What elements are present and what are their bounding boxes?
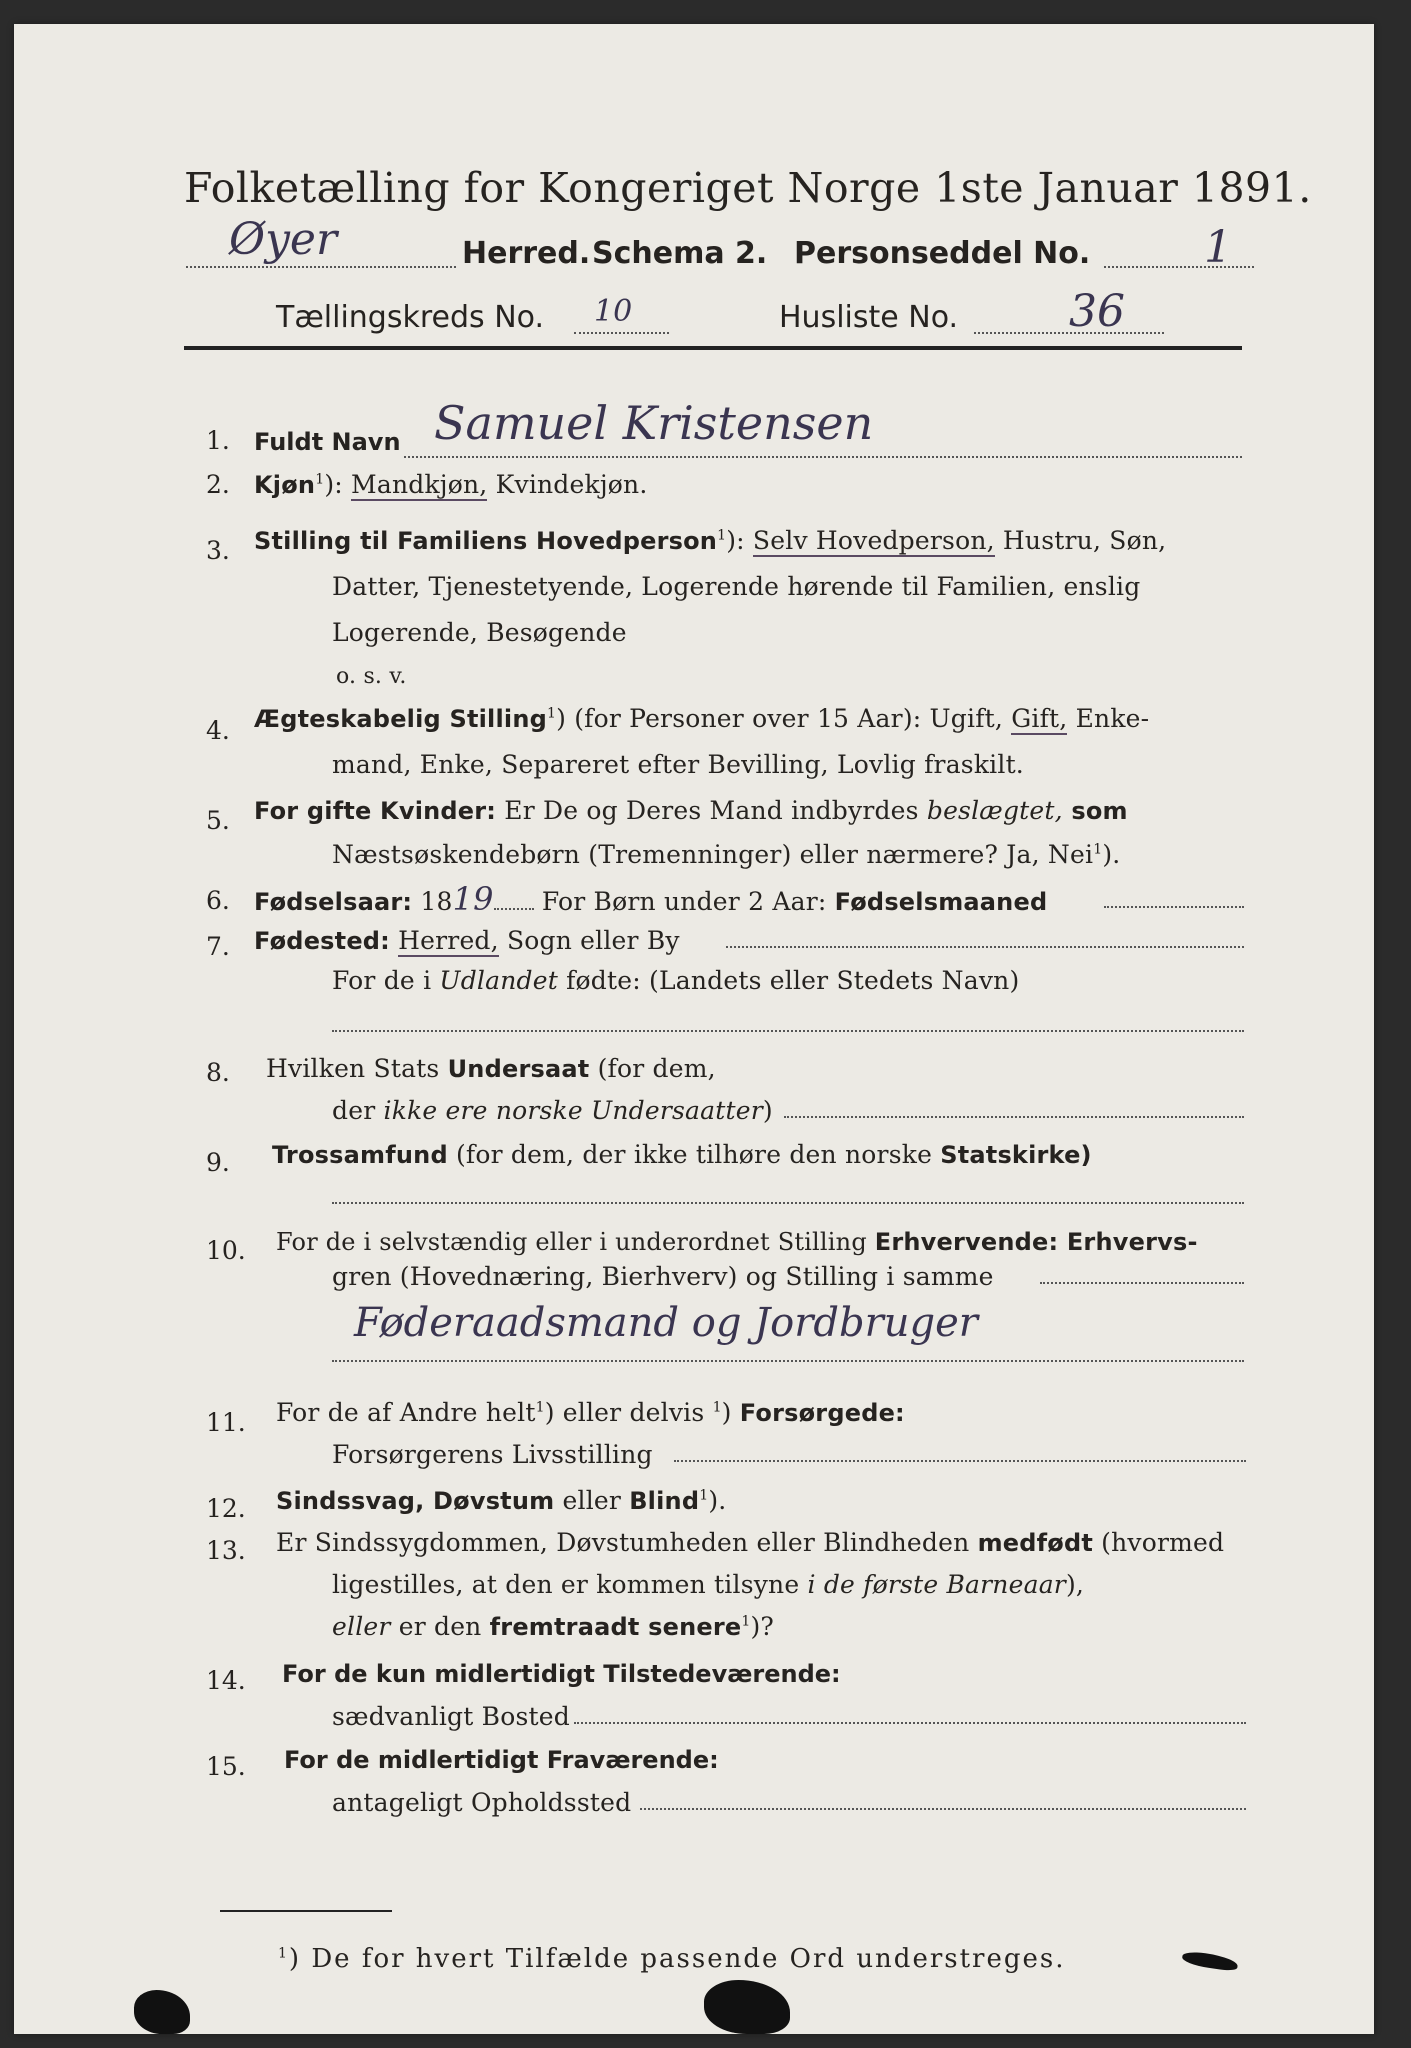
footnote	[278, 1944, 1066, 1974]
q1-value: Samuel Kristensen	[434, 396, 874, 450]
q12-end: ).	[708, 1486, 727, 1515]
q13-rest: (hvormed	[1093, 1528, 1225, 1557]
q13-line1	[276, 1528, 1224, 1557]
ink-blot-center	[704, 1980, 790, 2034]
q9-text: (for dem, der ikke tilhøre den norske	[447, 1140, 941, 1169]
q5-number: 5.	[206, 806, 230, 835]
q4-opt-gift: Gift,	[1011, 704, 1068, 733]
q3-label: Stilling til Familiens Hovedperson	[254, 527, 718, 555]
q7-line2a: For de i	[332, 966, 440, 995]
q6-label: Fødselsaar:	[254, 888, 413, 916]
personseddel-value: 1	[1204, 222, 1232, 273]
q10-label: Erhvervende:	[874, 1228, 1059, 1256]
tellingskreds-label: Tællingskreds No.	[276, 300, 544, 335]
q7-line1	[254, 926, 680, 955]
q4-rest: Enke-	[1067, 704, 1150, 733]
q12-sup: 1	[699, 1487, 709, 1504]
q2-opt-mandkjon: Mandkjøn,	[351, 470, 488, 499]
q10-label2: Erhvervs-	[1058, 1228, 1198, 1256]
q8-label: Undersaat	[447, 1055, 590, 1083]
q11-label: Forsørgede:	[739, 1399, 905, 1427]
q7-line2-dots	[332, 1030, 1244, 1032]
q3-sup: 1	[717, 527, 727, 544]
ink-blot-left	[134, 1990, 190, 2034]
q8-line2i: ikke ere norske Undersaatter	[383, 1096, 763, 1125]
q6-value: 19	[452, 880, 494, 918]
husliste-value: 36	[1069, 286, 1125, 337]
q14-line	[574, 1722, 1246, 1724]
q7-label: Fødested:	[254, 927, 390, 955]
q7-line2	[332, 966, 1019, 995]
q13-line3i: eller	[332, 1612, 391, 1641]
q15-label: For de midlertidigt Fraværende:	[284, 1746, 719, 1774]
q4-sup: 1	[547, 705, 557, 722]
q4-line2: mand, Enke, Separeret efter Bevilling, Lovlig fraskilt.	[332, 750, 1024, 779]
q7-number: 7.	[206, 932, 230, 961]
q5-italic: beslægtet,	[926, 796, 1063, 825]
q5-sup: 1	[1093, 841, 1103, 858]
q5-line2-text: Næstsøskendebørn (Tremenninger) eller nærmere? Ja, Nei	[332, 840, 1094, 869]
q13-line3a: er den	[390, 1612, 490, 1641]
q10-line2: gren (Hovednæring, Bierhverv) og Stilling i samme	[332, 1262, 994, 1291]
q9-label2: Statskirke)	[940, 1141, 1092, 1169]
herred-line	[186, 266, 456, 268]
q1-label: Fuldt Navn	[254, 428, 401, 456]
q12-label: Sindssvag, Døvstum	[276, 1487, 555, 1515]
q6-label2: Fødselsmaaned	[834, 888, 1048, 916]
q1-number: 1.	[206, 426, 230, 455]
q11-line2: Forsørgerens Livsstilling	[332, 1440, 653, 1469]
q14-label: For de kun midlertidigt Tilstedeværende:	[282, 1660, 841, 1688]
q2-label: Kjøn	[254, 471, 316, 499]
q4-text: ) (for Personer over 15 Aar): Ugift,	[556, 704, 1012, 733]
q5-label: For gifte Kvinder:	[254, 797, 497, 825]
q5-line1	[254, 796, 1128, 825]
q7-text: Sogn eller By	[498, 926, 680, 955]
q3-line1	[254, 526, 1166, 555]
q6-text: For Børn under 2 Aar:	[533, 887, 835, 916]
q12-line1	[276, 1486, 726, 1515]
q11-line1	[276, 1398, 905, 1427]
q9-line1	[272, 1140, 1092, 1169]
q5-rest: som	[1062, 797, 1128, 825]
q8-line2a: der	[332, 1096, 384, 1125]
q13-line3	[332, 1612, 774, 1641]
q3-opt-selv: Selv Hovedperson,	[752, 526, 995, 555]
q5-text: Er De og Deres Mand indbyrdes	[496, 796, 927, 825]
q2-number: 2.	[206, 470, 230, 499]
q13-line2i: i de første Barneaar	[807, 1570, 1066, 1599]
q6-year-line	[494, 908, 534, 910]
q11-text: For de af Andre helt	[276, 1398, 536, 1427]
schema-label: Schema 2.	[592, 236, 768, 271]
q2-text: ):	[324, 470, 352, 499]
q14-number: 14.	[206, 1666, 246, 1695]
header-rule	[184, 346, 1242, 350]
ink-blot-right	[1181, 1950, 1238, 1972]
census-form-sheet	[14, 24, 1374, 2034]
q13-text: Er Sindssygdommen, Døvstumheden eller Blindheden	[276, 1528, 978, 1557]
q13-number: 13.	[206, 1536, 246, 1565]
herred-value: Øyer	[229, 214, 338, 265]
q3-line4: o. s. v.	[336, 664, 407, 689]
q4-number: 4.	[206, 716, 230, 745]
q6-number: 6.	[206, 886, 230, 915]
q10-number: 10.	[206, 1236, 246, 1265]
q13-line2b: ),	[1065, 1570, 1085, 1599]
q10-line1	[276, 1228, 1198, 1256]
q10-line3-dots	[332, 1360, 1244, 1362]
q11-text3: )	[721, 1398, 740, 1427]
q2-opt-kvindekjon: Kvindekjøn.	[487, 470, 648, 499]
q8-number: 8.	[206, 1058, 230, 1087]
q15-line2: antageligt Opholdssted	[332, 1788, 632, 1817]
q13-line2a: ligestilles, at den er kommen tilsyne	[332, 1570, 808, 1599]
q6-line	[1104, 906, 1244, 908]
footnote-rule	[220, 1910, 392, 1912]
q9-number: 9.	[206, 1148, 230, 1177]
tellingskreds-line	[574, 332, 669, 334]
q4-line1	[254, 704, 1149, 733]
q8-line2b: )	[762, 1096, 773, 1125]
husliste-label: Husliste No.	[779, 300, 959, 335]
q8-line2	[332, 1096, 773, 1125]
q13-label: medfødt	[977, 1529, 1094, 1557]
q12-label2: Blind	[629, 1487, 700, 1515]
tellingskreds-value: 10	[594, 294, 633, 329]
herred-label: Herred.	[462, 236, 591, 271]
q11-sup: 1	[535, 1399, 545, 1416]
q9-label: Trossamfund	[272, 1141, 448, 1169]
q10-text: For de i selvstændig eller i underordnet Stilling	[276, 1228, 875, 1256]
q5-line2	[332, 840, 1120, 869]
q11-line	[674, 1460, 1246, 1462]
q13-line3end: )?	[750, 1612, 775, 1641]
q3-line3: Logerende, Besøgende	[332, 618, 627, 647]
q11-text2: ) eller delvis	[544, 1398, 713, 1427]
q1-line	[404, 456, 1242, 458]
q2-sup: 1	[315, 471, 325, 488]
q15-line	[640, 1808, 1246, 1810]
q10-line2-dots	[1040, 1282, 1244, 1284]
footnote-sup: 1	[278, 1945, 289, 1962]
personseddel-label: Personseddel No.	[794, 236, 1091, 271]
q3-rest1: Hustru, Søn,	[994, 526, 1167, 555]
q6-prefix: 18	[412, 887, 453, 916]
q8-line	[784, 1116, 1244, 1118]
q10-value: Føderaadsmand og Jordbruger	[354, 1300, 978, 1346]
q4-label: Ægteskabelig Stilling	[254, 705, 547, 733]
q2-line	[254, 470, 648, 499]
q3-text: ):	[726, 526, 753, 555]
q3-line2: Datter, Tjenestetyende, Logerende hørende til Familien, enslig	[332, 572, 1141, 601]
q14-line2: sædvanligt Bosted	[332, 1702, 570, 1731]
q13-line3-sup: 1	[741, 1613, 751, 1630]
q12-text: eller	[554, 1486, 630, 1515]
q7-line1-dots	[726, 946, 1244, 948]
q8-text: Hvilken Stats	[266, 1054, 448, 1083]
q11-number: 11.	[206, 1408, 246, 1437]
form-title: Folketælling for Kongeriget Norge 1ste Januar 1891.	[184, 164, 1312, 212]
q15-number: 15.	[206, 1752, 246, 1781]
q8-rest: (for dem,	[589, 1054, 716, 1083]
q11-sup2: 1	[712, 1399, 722, 1416]
q8-line1	[266, 1054, 716, 1083]
q7-line2i: Udlandet	[439, 966, 558, 995]
q13-line2	[332, 1570, 1084, 1599]
q6-line	[254, 880, 1047, 918]
q5-end: ).	[1102, 840, 1121, 869]
q7-line2b: fødte: (Landets eller Stedets Navn)	[557, 966, 1020, 995]
q7-opt-herred: Herred,	[398, 926, 499, 955]
footnote-text: ) De for hvert Tilfælde passende Ord understreges.	[288, 1944, 1066, 1974]
q3-number: 3.	[206, 536, 230, 565]
q13-line3b: fremtraadt senere	[489, 1613, 742, 1641]
q12-number: 12.	[206, 1494, 246, 1523]
q9-line	[332, 1202, 1244, 1204]
